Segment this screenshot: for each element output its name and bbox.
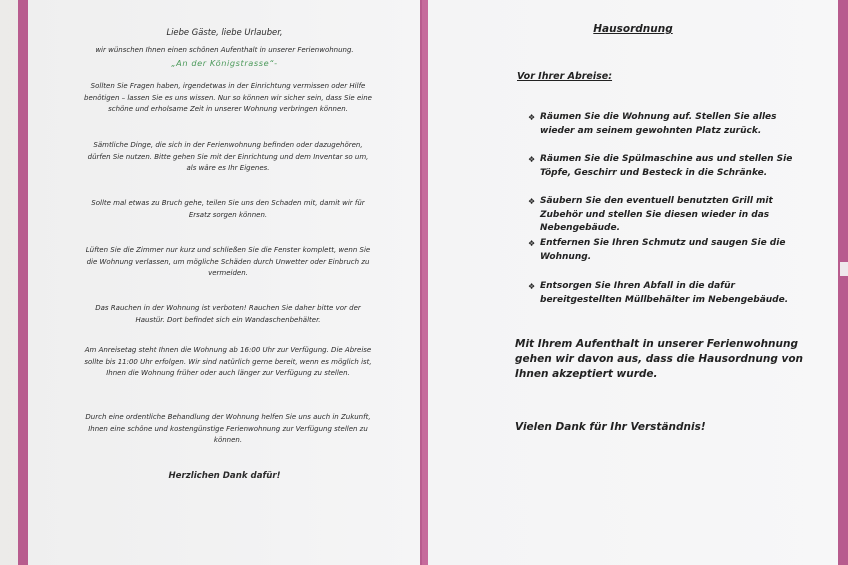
house-rules-title: Hausordnung bbox=[593, 23, 673, 35]
paragraph-arrival-departure: Am Anreisetag steht Ihnen die Wohnung ab 16:00 Uhr zur Verfügung. Die Abreise sollte bis 11:00 Uhr erfolgen. Wir sind natürlich gerne bereit, wenn es möglich ist, Ihnen die Wohnung früher oder auch länger zur Verfügung zu stellen. bbox=[84, 346, 372, 377]
paragraph-damage: Sollte mal etwas zu Bruch gehe, teilen Sie uns den Schaden mit, damit wir für Ersatz sorgen können. bbox=[91, 199, 365, 219]
rule-item: ❖ Säubern Sie den eventuell benutzten Grill mit Zubehör und stellen Sie diesen wieder in das Nebengebäude. bbox=[528, 196, 773, 233]
apartment-name: „An der Königstrasse“- bbox=[171, 58, 278, 68]
greeting: Liebe Gäste, liebe Urlauber, bbox=[166, 27, 283, 37]
paragraph-use-items: Sämtliche Dinge, die sich in der Ferienwohnung befinden oder dazugehören, dürfen Sie nutzen. Bitte gehen Sie mit der Einrichtung und dem Inventar so um, als wäre es Ihr Eigenes. bbox=[87, 141, 369, 172]
rule-item: ❖ Entfernen Sie Ihren Schmutz und saugen Sie die Wohnung. bbox=[528, 238, 786, 262]
rule-item: ❖ Räumen Sie die Spülmaschine aus und stellen Sie Töpfe, Geschirr und Besteck in die Schränke. bbox=[528, 154, 793, 178]
frame-edge-highlight bbox=[840, 262, 848, 276]
paragraph-smoking: Das Rauchen in der Wohnung ist verboten! Rauchen Sie daher bitte vor der Haustür. Dort befindet sich ein Wandaschenbehälter. bbox=[95, 304, 361, 324]
diamond-bullet-icon: ❖ bbox=[528, 113, 536, 122]
acceptance-statement: Mit Ihrem Aufenthalt in unserer Ferienwohnung gehen wir davon aus, dass die Hausordnung von Ihnen akzeptiert wurde. bbox=[515, 338, 804, 380]
diamond-bullet-icon: ❖ bbox=[528, 282, 536, 291]
paragraph-ventilation: Lüften Sie die Zimmer nur kurz und schließen Sie die Fenster komplett, wenn Sie die Wohnung verlassen, um mögliche Schäden durch Unwetter oder Einbruch zu vermeiden. bbox=[85, 246, 371, 277]
thanks-line: Vielen Dank für Ihr Verständnis! bbox=[515, 421, 706, 433]
closing-thanks: Herzlichen Dank dafür! bbox=[168, 471, 281, 481]
diamond-bullet-icon: ❖ bbox=[528, 239, 536, 248]
paragraph-care: Durch eine ordentliche Behandlung der Wohnung helfen Sie uns auch in Zukunft, Ihnen eine schöne und kostengünstige Ferienwohnung zur Verfügung stellen zu können. bbox=[85, 413, 371, 444]
welcome-wish: wir wünschen Ihnen einen schönen Aufenthalt in unserer Ferienwohnung. bbox=[95, 46, 354, 54]
rule-item: ❖ Räumen Sie die Wohnung auf. Stellen Sie alles wieder am seinem gewohnten Platz zurück. bbox=[528, 112, 777, 136]
house-rules-sheet bbox=[428, 0, 838, 565]
rule-item: ❖ Entsorgen Sie Ihren Abfall in die dafür bereitgestellten Müllbehälter im Nebengebäude. bbox=[528, 281, 789, 305]
before-departure-heading: Vor Ihrer Abreise: bbox=[517, 71, 613, 82]
diamond-bullet-icon: ❖ bbox=[528, 155, 536, 164]
diamond-bullet-icon: ❖ bbox=[528, 197, 536, 206]
welcome-sheet bbox=[28, 0, 421, 565]
paragraph-questions: Sollten Sie Fragen haben, irgendetwas in der Einrichtung vermissen oder Hilfe benötigen – lassen Sie es uns wissen. Nur so können wir sicher sein, dass Sie eine schöne und erholsame Zeit in unserer Wohnung verbringen können. bbox=[84, 82, 372, 113]
